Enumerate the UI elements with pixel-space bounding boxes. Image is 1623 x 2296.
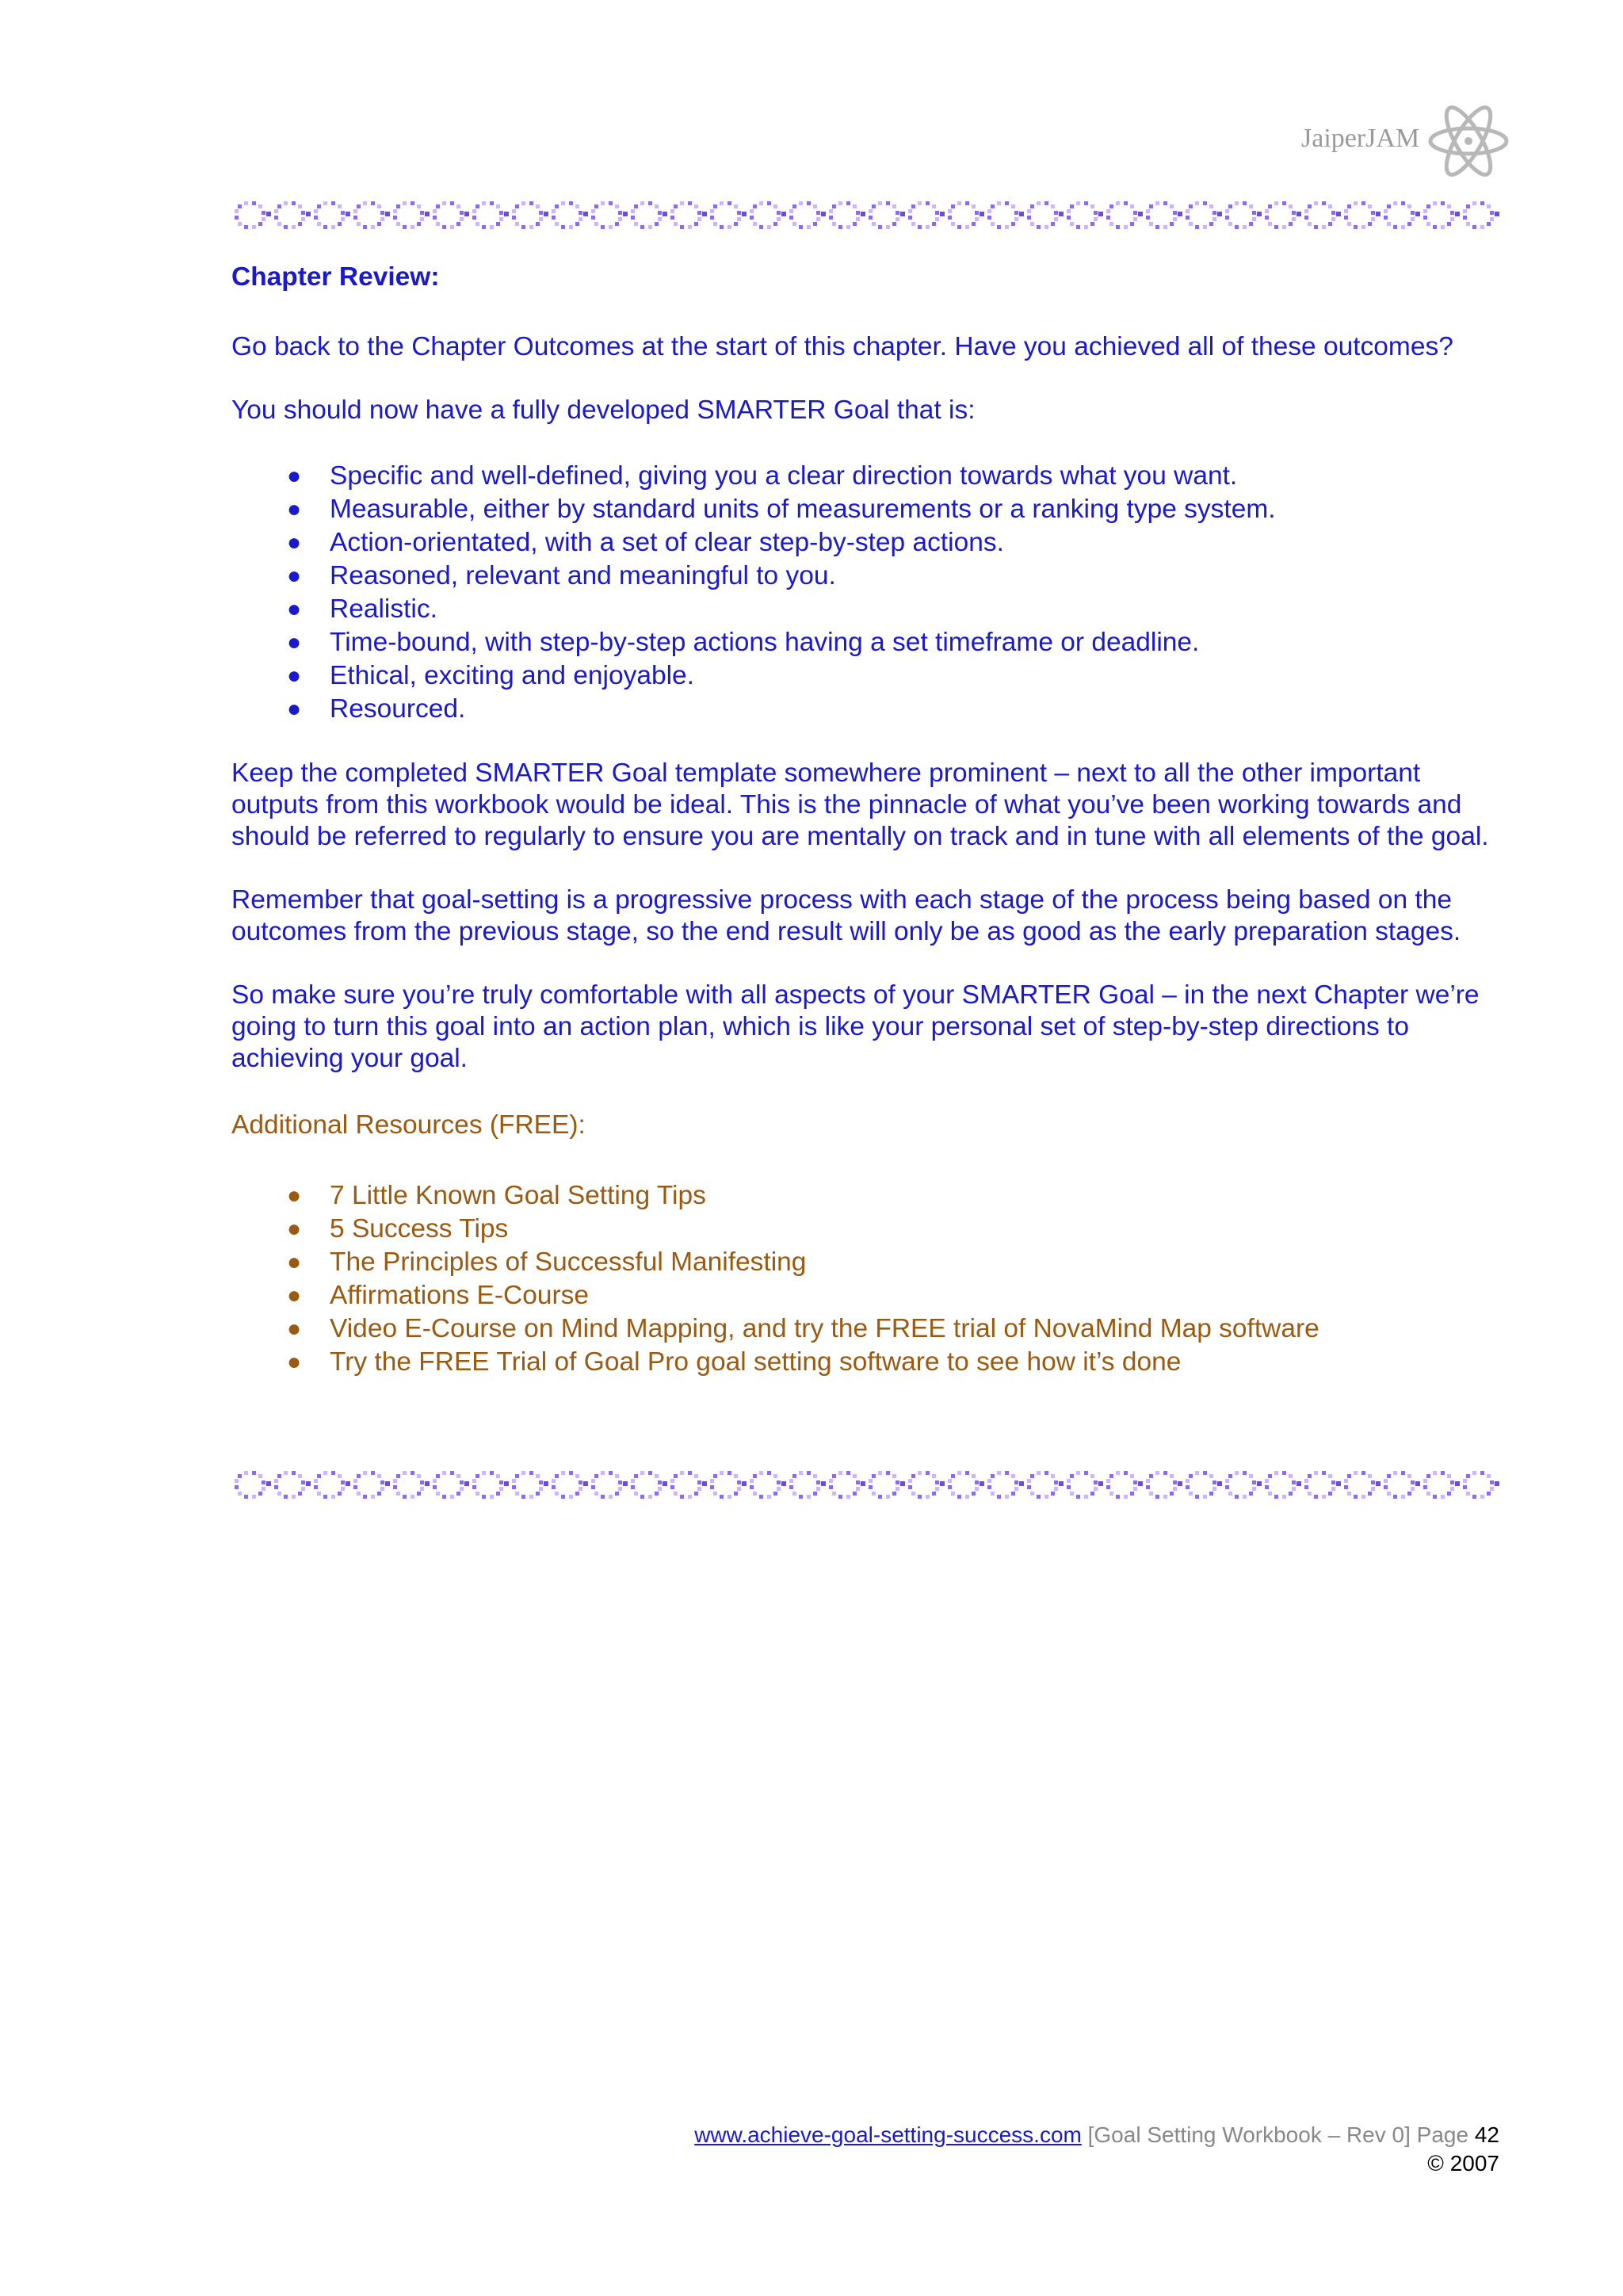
lead-paragraph: You should now have a fully developed SMARTER Goal that is: <box>231 395 976 425</box>
brand-header <box>1284 101 1514 181</box>
list-item: ● Time-bound, with step-by-step actions having a set timeframe or deadline. <box>231 626 1507 659</box>
bullet-icon: ● <box>287 596 302 622</box>
bullet-icon: ● <box>287 1349 302 1375</box>
resource-link[interactable]: ● The Principles of Successful Manifesting <box>231 1246 1507 1279</box>
bullet-icon: ● <box>287 663 302 689</box>
main-content <box>231 262 1507 1411</box>
resources-title: Additional Resources (FREE): <box>231 1110 586 1140</box>
list-item: ● Resourced. <box>231 693 1507 726</box>
bullet-icon: ● <box>287 529 302 556</box>
resource-link[interactable]: ● Try the FREE Trial of Goal Pro goal setting software to see how it’s done <box>231 1346 1507 1379</box>
paragraph-next-chapter: So make sure you’re truly comfortable with all aspects of your SMARTER Goal – in the next Chapter we’re going to turn this goal into an action plan, which is like your personal set of step-by-step directions to achieving your goal. <box>231 980 1480 1073</box>
bullet-icon: ● <box>287 1282 302 1308</box>
list-item: ● Realistic. <box>231 593 1507 626</box>
bullet-icon: ● <box>287 496 302 522</box>
copyright: © 2007 <box>1427 2151 1499 2176</box>
brand-name: JaiperJAM <box>1301 124 1420 153</box>
bullet-icon: ● <box>287 696 302 722</box>
paragraph-template: Keep the completed SMARTER Goal template somewhere prominent – next to all the other important outputs from this workbook would be ideal. This is the pinnacle of what you’ve been working towards and should be referred to regularly to ensure you are mentally on track and in tune with all elements of the goal. <box>231 758 1489 851</box>
decorative-divider-bottom <box>231 1466 1499 1501</box>
resource-link[interactable]: ● Video E-Course on Mind Mapping, and try the FREE trial of NovaMind Map software <box>231 1312 1507 1346</box>
resource-link[interactable]: ● 5 Success Tips <box>231 1213 1507 1246</box>
list-item: ● Specific and well-defined, giving you a clear direction towards what you want. <box>231 460 1507 493</box>
bullet-icon: ● <box>287 1316 302 1342</box>
bullet-icon: ● <box>287 563 302 589</box>
bullet-icon: ● <box>287 1182 302 1209</box>
list-item: ● Reasoned, relevant and meaningful to you. <box>231 560 1507 593</box>
bullet-icon: ● <box>287 1249 302 1275</box>
resource-link[interactable]: ● Affirmations E-Course <box>231 1279 1507 1312</box>
paragraph-progressive: Remember that goal-setting is a progressive process with each stage of the process being based on the outcomes from the previous stage, so the end result will only be as good as the early preparation stages. <box>231 885 1461 946</box>
intro-paragraph: Go back to the Chapter Outcomes at the start of this chapter. Have you achieved all of these outcomes? <box>231 332 1453 361</box>
decorative-divider-top <box>231 197 1499 231</box>
atom-logo-icon <box>1425 101 1512 181</box>
list-item: ● Action-orientated, with a set of clear step-by-step actions. <box>231 526 1507 560</box>
bullet-icon: ● <box>287 463 302 489</box>
footer-url-link[interactable]: www.achieve-goal-setting-success.com <box>694 2122 1082 2147</box>
smarter-list <box>231 460 1507 726</box>
bullet-icon: ● <box>287 629 302 655</box>
bullet-icon: ● <box>287 1216 302 1242</box>
list-item: ● Measurable, either by standard units of measurements or a ranking type system. <box>231 493 1507 526</box>
footer-doc-title: [Goal Setting Workbook – Rev 0] <box>1087 2122 1411 2147</box>
page-number: 42 <box>1474 2122 1499 2147</box>
resources-list <box>231 1179 1507 1379</box>
chapter-review-heading: Chapter Review: <box>231 262 440 292</box>
resource-link[interactable]: ● 7 Little Known Goal Setting Tips <box>231 1179 1507 1213</box>
list-item: ● Ethical, exciting and enjoyable. <box>231 659 1507 693</box>
footer-page-label: Page <box>1416 2122 1469 2147</box>
page-footer <box>694 2121 1499 2178</box>
